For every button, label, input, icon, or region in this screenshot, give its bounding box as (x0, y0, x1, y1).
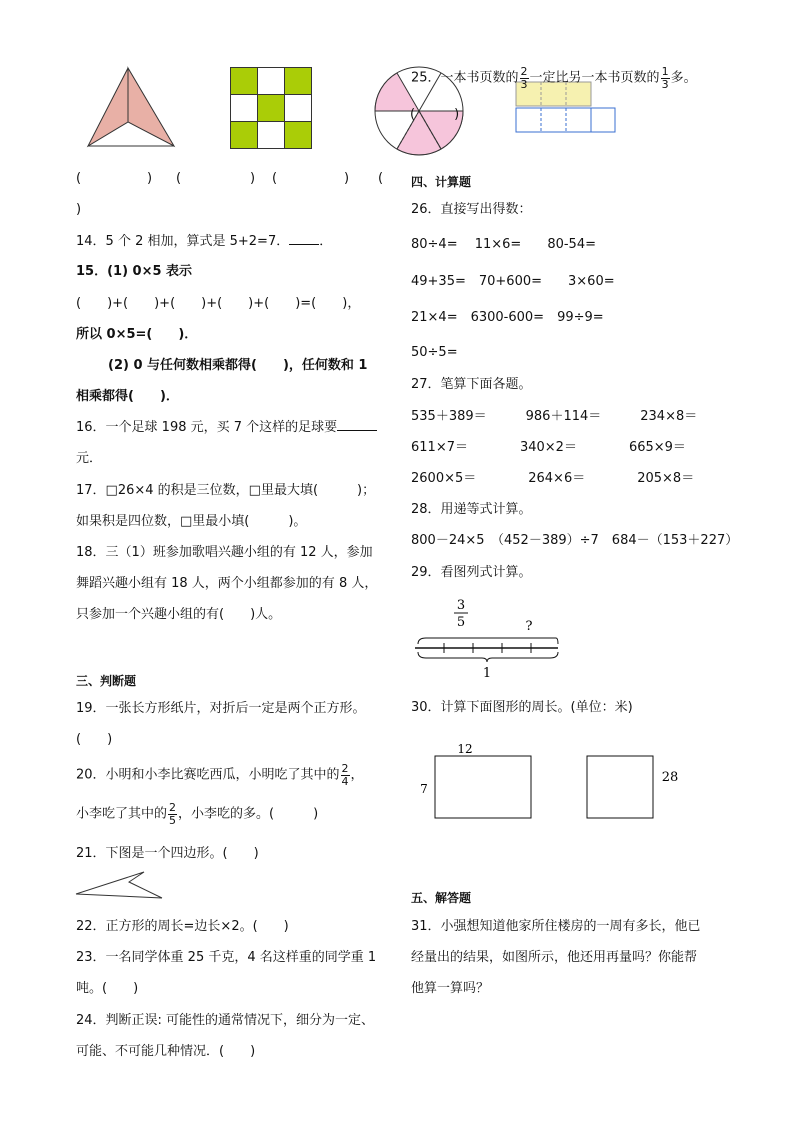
rect-width-label: 12 (457, 742, 473, 756)
blank-4-close[interactable]: ) (76, 202, 82, 217)
q27-row-3: 2600×5＝ 264×6＝ 205×8＝ (411, 471, 695, 486)
question-16: 16．一个足球 198 元，买 7 个这样的足球要 (76, 421, 377, 434)
question-18-line1: 18．三（1）班参加歌唱兴趣小组的有 12 人，参加 (76, 545, 373, 560)
diagram-frac-den: 5 (456, 615, 466, 630)
question-15-line2: ( )+( )+( )+( )+( )=( )， (76, 296, 361, 311)
question-15-line5: 相乘都得( )． (76, 389, 179, 404)
section-5-heading: 五、解答题 (411, 891, 472, 905)
question-15-line3: 所以 0×5=( )． (76, 327, 198, 342)
q27-row-2: 611×7＝ 340×2＝ 665×9＝ (411, 440, 686, 455)
question-31-line2: 经量出的结果，如图所示，他还用再量吗？你能帮 (411, 950, 698, 965)
q26-row-3: 21×4= 6300-600= 99÷9= (411, 310, 604, 325)
fraction: $\frac{2}{3}$ (520, 65, 528, 91)
question-24-line1: 24．判断正误: 可能性的通常情况下，细分为一定、 (76, 1013, 375, 1028)
perimeter-figures (412, 740, 692, 830)
q26-row-4: 50÷5= (411, 345, 458, 360)
fraction-bar-diagram (412, 596, 562, 682)
question-17-line1: 17．□26×4 的积是三位数，□里最大填( )； (76, 483, 376, 498)
checker-grid-figure (230, 67, 312, 149)
blank-4-open[interactable]: ( (378, 171, 384, 186)
question-30: 30．计算下面图形的周长。(单位：米) (411, 700, 633, 715)
question-31-line3: 他算一算吗？ (411, 981, 490, 996)
diagram-frac-num: 3 (456, 598, 466, 613)
question-15-line4: (2) 0 与任何数相乘都得( )，任何数和 1 (108, 358, 368, 373)
blank-2-close[interactable]: ) (250, 171, 256, 186)
blank-1-close[interactable]: ) (147, 171, 153, 186)
question-27: 27．笔算下面各题。 (411, 377, 532, 392)
diagram-question-mark: ? (525, 619, 533, 634)
question-19-line1: 19．一张长方形纸片，对折后一定是两个正方形。 (76, 701, 366, 716)
question-20-line1: 20．小明和小李比赛吃西瓜，小明吃了其中的 $\frac{2}{4}$ ， (76, 762, 364, 788)
question-18-line2: 舞蹈兴趣小组有 18 人，两个小组都参加的有 8 人， (76, 576, 378, 591)
question-17-line2: 如果积是四位数，□里最小填( )。 (76, 514, 307, 529)
q26-row-2: 49+35= 70+600= 3×60= (411, 274, 615, 289)
question-23-line2: 吨。( ) (76, 981, 139, 996)
quadrilateral-figure (74, 868, 176, 904)
answer-blank[interactable] (337, 430, 377, 431)
q27-row-1: 535＋389＝ 986＋114＝ 234×8＝ (411, 409, 698, 424)
question-24-line2: 可能、不可能几种情况．( ) (76, 1044, 256, 1059)
blank-1-open[interactable]: ( (76, 171, 82, 186)
section-4-heading: 四、计算题 (411, 175, 472, 189)
question-15-title: 15．(1) 0×5 表示 (76, 264, 193, 279)
question-20-line2: 小李吃了其中的 $\frac{2}{5}$ ，小李吃的多。( ) (76, 801, 319, 827)
triangle-figure (80, 62, 180, 152)
blank-3-close[interactable]: ) (344, 171, 350, 186)
question-31-line1: 31．小强想知道他家所住楼房的一周有多长，他已 (411, 919, 701, 934)
question-21: 21．下图是一个四边形。( ) (76, 846, 259, 861)
pie-answer-blank[interactable]: ( ) (410, 107, 460, 122)
fraction: $\frac{1}{3}$ (661, 65, 669, 91)
square-side-label: 28 (661, 770, 679, 785)
question-22: 22．正方形的周长=边长×2。( ) (76, 919, 289, 934)
question-29: 29．看图列式计算。 (411, 565, 532, 580)
question-25: 25．一本书页数的 $\frac{2}{3}$ 一定比另一本书页数的 $\frac{1}{3}$ 多。 (411, 65, 697, 91)
answer-blank[interactable] (289, 244, 319, 245)
question-26: 26．直接写出得数： (411, 202, 532, 217)
blank-3-open[interactable]: ( (272, 171, 278, 186)
diagram-whole-label: 1 (482, 666, 492, 681)
question-23-line1: 23．一名同学体重 25 千克，4 名这样重的同学重 1 (76, 950, 377, 965)
question-19-line2[interactable]: ( ) (76, 732, 113, 747)
q28-row: 800－24×5 （452－389）÷7 684－（153＋227） (411, 533, 739, 548)
rect-height-label: 7 (420, 782, 428, 796)
fraction: $\frac{2}{4}$ (341, 762, 349, 788)
question-16-line2: 元． (76, 451, 103, 466)
blank-2-open[interactable]: ( (176, 171, 182, 186)
question-18-line3: 只参加一个兴趣小组的有( )人。 (76, 607, 282, 622)
q26-row-1: 80÷4= 11×6= 80-54= (411, 237, 596, 252)
fraction: $\frac{2}{5}$ (169, 801, 177, 827)
section-3-heading: 三、判断题 (76, 674, 137, 688)
question-14: 14．5 个 2 相加，算式是 5+2=7． ． (76, 234, 333, 249)
question-28: 28．用递等式计算。 (411, 502, 532, 517)
